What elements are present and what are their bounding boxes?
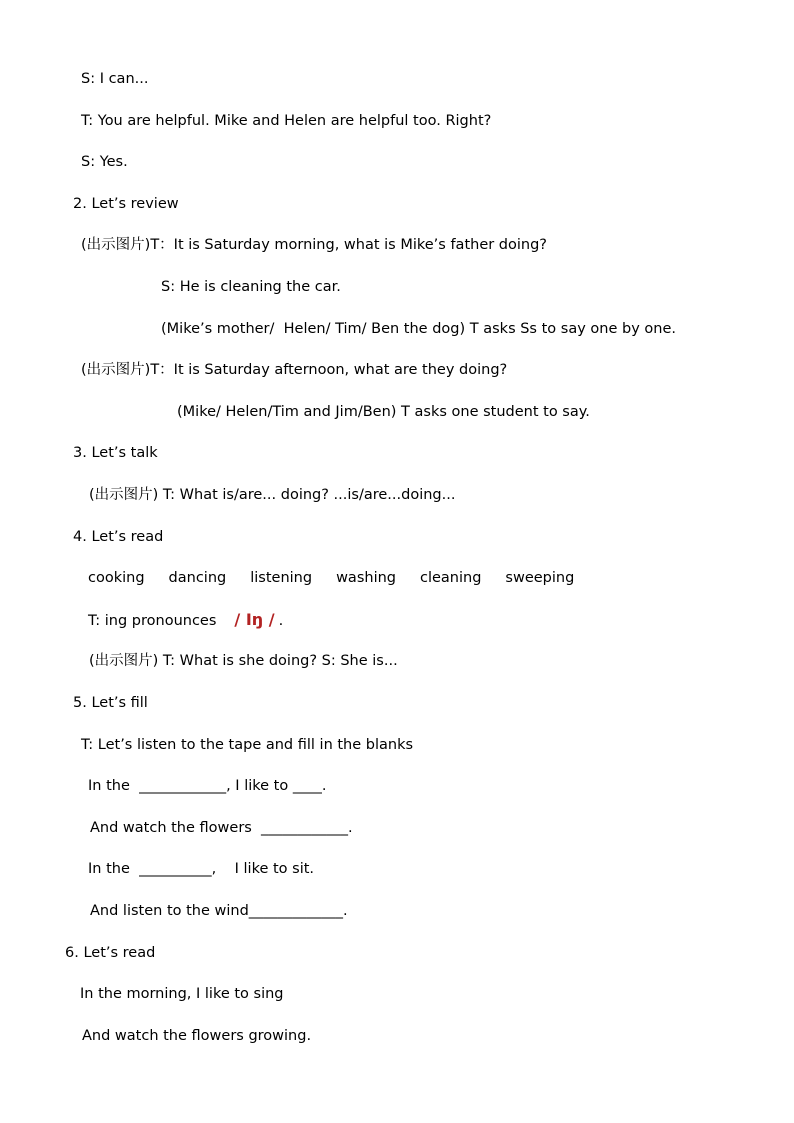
- instruction-line: (Mike/ Helen/Tim and Jim/Ben) T asks one student to say.: [177, 404, 590, 420]
- word-item: cleaning: [420, 570, 482, 586]
- section-heading: 2. Let’s review: [73, 196, 179, 212]
- dialog-line: S: I can...: [81, 71, 149, 87]
- phonetic-symbol: / Iŋ /: [234, 610, 275, 629]
- word-item: washing: [336, 570, 396, 586]
- instruction-line: [88, 610, 283, 631]
- fill-blank-line: In the ____________, I like to ____.: [88, 778, 327, 794]
- section-heading: 3. Let’s talk: [73, 445, 158, 461]
- fill-blank-line: And listen to the wind_____________.: [90, 903, 348, 919]
- instruction-line: (出示图片) T: What is she doing? S: She is...: [89, 653, 398, 669]
- section-heading: 4. Let’s read: [73, 529, 164, 545]
- word-item: sweeping: [505, 570, 575, 586]
- section-heading: 6. Let’s read: [65, 945, 156, 961]
- dialog-line: S: Yes.: [81, 154, 128, 170]
- dialog-line: T: You are helpful. Mike and Helen are helpful too. Right?: [81, 113, 492, 129]
- dialog-line: S: He is cleaning the car.: [161, 279, 341, 295]
- word-item: cooking: [88, 570, 145, 586]
- instruction-line: (出示图片)T：It is Saturday morning, what is Mike’s father doing?: [81, 237, 548, 253]
- instruction-line: (Mike’s mother/ Helen/ Tim/ Ben the dog) T asks Ss to say one by one.: [161, 321, 676, 337]
- instruction-line: (出示图片)T：It is Saturday afternoon, what are they doing?: [81, 362, 508, 378]
- word-item: listening: [250, 570, 313, 586]
- word-item: dancing: [168, 570, 227, 586]
- instruction-line: T: Let’s listen to the tape and fill in the blanks: [81, 737, 414, 753]
- instruction-line: (出示图片) T: What is/are... doing? ...is/are...doing...: [89, 487, 456, 503]
- poem-line: In the morning, I like to sing: [80, 986, 284, 1002]
- section-heading: 5. Let’s fill: [73, 695, 148, 711]
- poem-line: And watch the flowers growing.: [82, 1028, 312, 1044]
- word-list: [88, 568, 574, 588]
- fill-blank-line: In the __________, I like to sit.: [88, 861, 315, 877]
- period: .: [278, 613, 284, 629]
- pronounce-text: T: ing pronounces: [88, 613, 217, 629]
- fill-blank-line: And watch the flowers ____________.: [90, 820, 353, 836]
